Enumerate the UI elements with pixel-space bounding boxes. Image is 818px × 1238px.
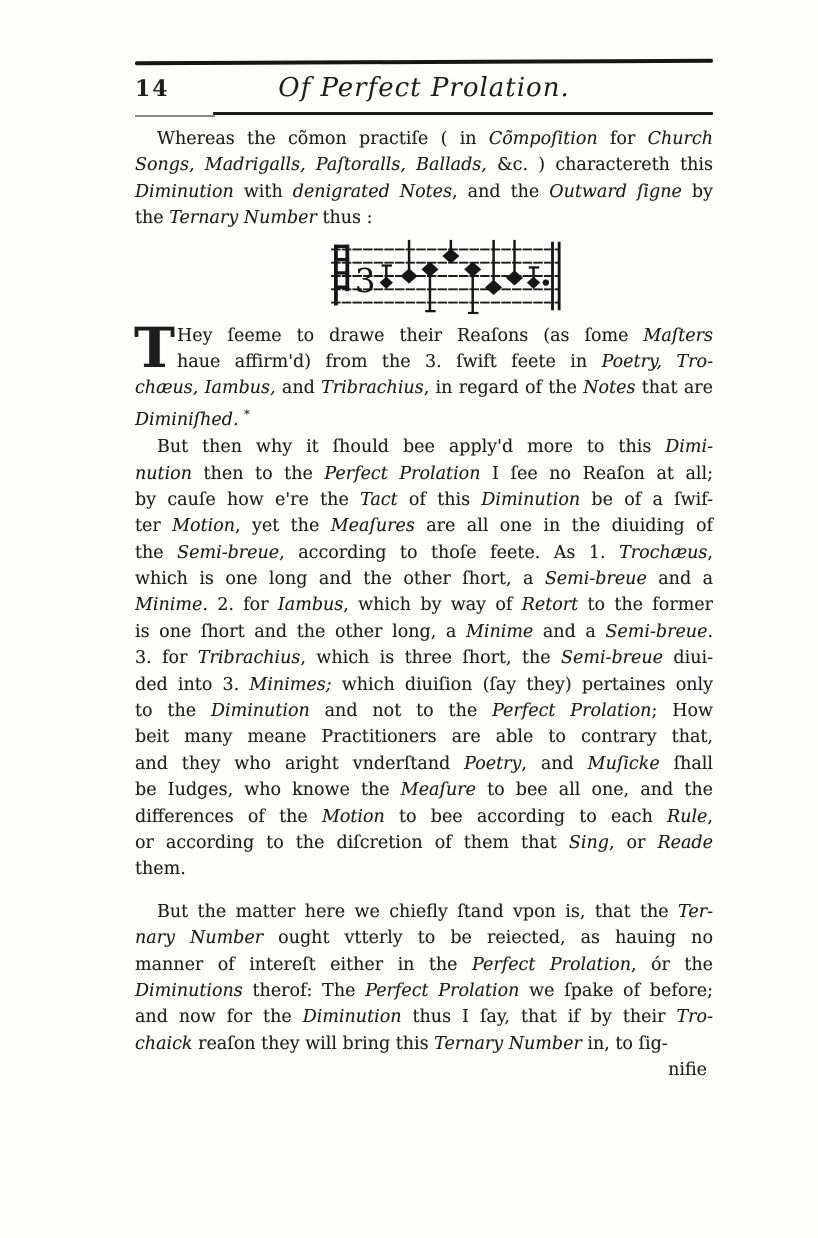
text-line: Minime. 2. for Iambus, which by way of Retort to the former	[135, 595, 714, 616]
c-clef-icon	[334, 244, 349, 305]
drop-cap: T	[134, 314, 175, 380]
text-line: the Ternary Number thus :	[135, 208, 373, 229]
header-rule-fragment	[135, 115, 215, 117]
text-line: or according to the diſcretion of them that Sing, or Reade	[135, 832, 713, 853]
paragraph-1	[135, 126, 713, 232]
text-line: Hey ſeeme to drawe their Reaſons (as ſome Maſters	[177, 325, 713, 346]
text-line: ded into 3. Minimes; which diuiſion (ſay they) pertaines only	[135, 674, 713, 695]
page-header	[135, 64, 713, 112]
page-title: Of Perfect Prolation.	[278, 73, 570, 103]
text-line: Whereas the cõmon practiſe ( in Cõmpoſition for Church	[157, 129, 713, 149]
text-line: But the matter here we chiefly ſtand vpon is, that the Ter-	[157, 901, 713, 922]
music-figure	[328, 238, 568, 314]
text-line: Songs, Madrigalls, Paſtoralls, Ballads, &c. ) charactereth this	[135, 155, 713, 176]
header-bottom-rule	[213, 112, 713, 115]
paragraph-4	[135, 899, 713, 1057]
body-text	[135, 126, 713, 1084]
text-line: nary Number ought vtterly to be reiected, as hauing no	[135, 928, 713, 949]
text-line: Diminiſhed. *	[135, 407, 250, 430]
book-page	[135, 60, 713, 1084]
text-line: 3. for Tribrachius, which is three ſhort, the Semi-breue diui-	[135, 648, 713, 669]
text-line: which is one long and the other ſhort, a Semi-breue and a	[135, 569, 713, 590]
text-line: Diminutions therof: The Perfect Prolation we ſpake of before;	[135, 980, 713, 1001]
text-line: manner of intereſt either in the Perfect Prolation, ór the	[135, 954, 713, 975]
text-line: is one ſhort and the other long, a Minime and a Semi-breue.	[135, 621, 714, 642]
music-example	[328, 238, 568, 314]
page-number: 14	[135, 76, 170, 102]
text-line: But then why it ſhould bee apply'd more to this Dimi-	[157, 437, 713, 458]
paragraph-2	[134, 314, 714, 430]
text-line: chæus, Iambus, and Tribrachius, in regard of the Notes that are	[135, 378, 713, 399]
text-line: chaick reaſon they will bring this Ternary Number in, to ſig-	[135, 1033, 668, 1054]
text-line: to the Diminution and not to the Perfect Prolation; How	[135, 701, 713, 722]
time-signature: 3	[354, 261, 376, 300]
text-line: be Iudges, who knowe the Meaſure to bee all one, and the	[135, 780, 714, 801]
text-line: the Semi-breue, according to thoſe feete. As 1. Trochæus,	[135, 542, 713, 563]
text-line: differences of the Motion to bee according to each Rule,	[135, 806, 713, 827]
text-line: them.	[135, 859, 186, 880]
text-line: Diminution with denigrated Notes, and the Outward ſigne by	[135, 181, 713, 202]
text-line: by cauſe how e're the Tact of this Diminution be of a ſwif-	[135, 489, 713, 510]
text-line: haue affirm'd) from the 3. ſwift feete in Poetry, Tro-	[177, 351, 714, 372]
text-line: and now for the Diminution thus I ſay, that if by their Tro-	[135, 1007, 713, 1028]
text-line: beit many meane Practitioners are able to contrary that,	[135, 727, 713, 748]
catchword: nifie	[668, 1060, 707, 1081]
text-line: ter Motion, yet the Meaſures are all one in the diuiding of	[135, 516, 713, 537]
text-line: and they who aright vnderſtand Poetry, and Muſicke ſhall	[135, 753, 713, 774]
paragraph-3	[135, 434, 713, 883]
text-line: nution then to the Perfect Prolation I ſee no Reaſon at all;	[135, 463, 713, 484]
